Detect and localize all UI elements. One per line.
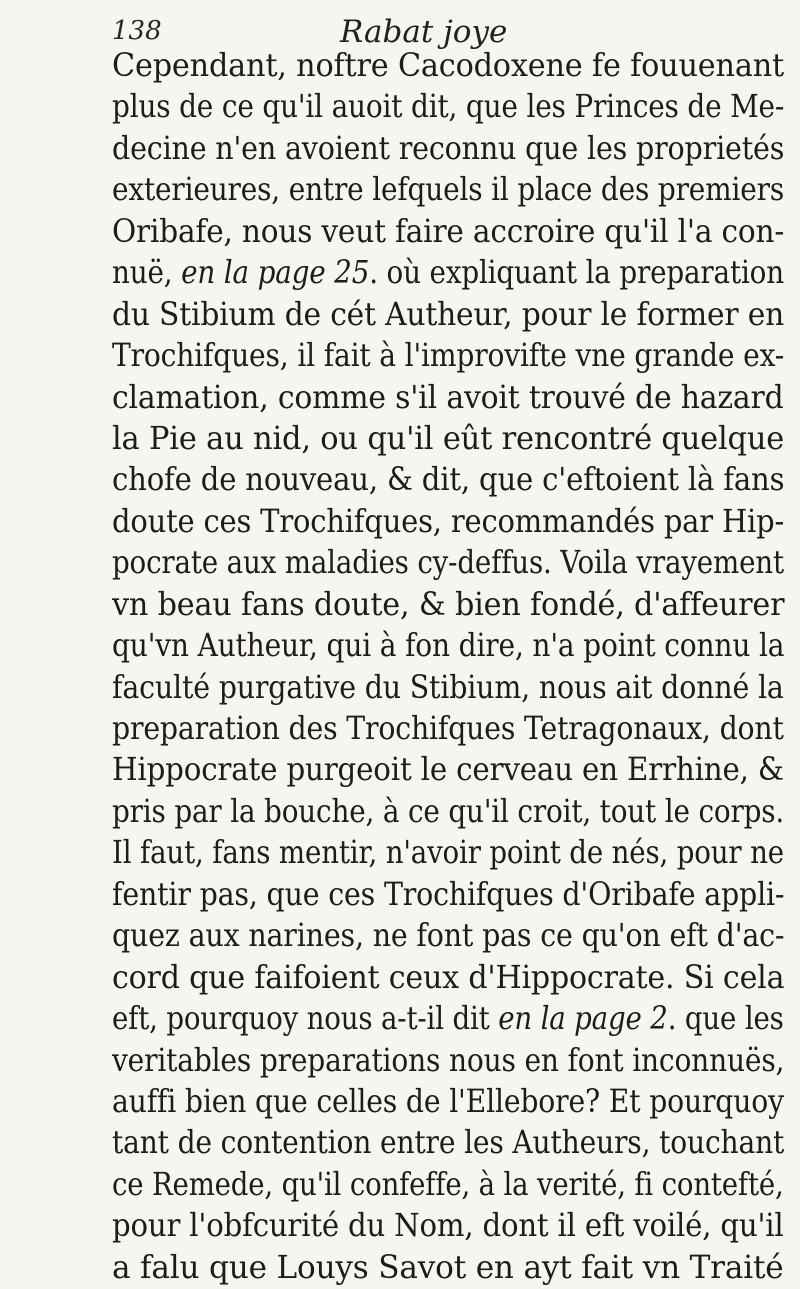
- text-line: auffi bien que celles de l'Ellebore? Et pourquoy: [112, 1083, 784, 1120]
- text-line: pocrate aux maladies cy-deffus. Voila vrayement: [112, 545, 784, 582]
- text-line: la Pie au nid, ou qu'il eût rencontré quelque: [112, 420, 785, 457]
- text-line: doute ces Trochifques, recommandés par Hip-: [112, 503, 785, 540]
- text-line: chofe de nouveau, & dit, que c'eftoient là fans: [112, 462, 785, 499]
- text-line: preparation des Trochifques Tetragonaux, dont: [112, 711, 784, 747]
- text-line: pris par la bouche, à ce qu'il croit, tout le corps.: [112, 793, 785, 830]
- text-line: quez aux narines, ne font pas ce qu'on eft d'ac-: [112, 918, 785, 955]
- body-text: [112, 46, 784, 1289]
- text-line: vn beau fans doute, & bien fondé, d'affeurer: [112, 586, 785, 623]
- text-line: Il faut, fans mentir, n'avoir point de nés, pour ne: [112, 835, 784, 872]
- text-line: a falu que Louys Savot en ayt fait vn Traité: [112, 1249, 784, 1286]
- text-line: fentir pas, que ces Trochifques d'Oribafe appli-: [112, 876, 785, 913]
- text-line: plus de ce qu'il auoit dit, que les Princes de Me-: [112, 89, 785, 126]
- text-line: ce Remede, qu'il confeffe, à la verité, fi contefté,: [112, 1166, 784, 1203]
- text-line: du Stibium de cét Autheur, pour le former en: [112, 296, 785, 333]
- text-line: cord que faifoient ceux d'Hippocrate. Si cela: [112, 959, 785, 996]
- page-number: 138: [112, 16, 162, 46]
- text-line: Hippocrate purgeoit le cerveau en Errhine, &: [112, 752, 784, 789]
- text-line: veritables preparations nous en font inconnuës,: [112, 1042, 785, 1079]
- text-line: faculté purgative du Stibium, nous ait donné la: [112, 669, 784, 706]
- text-line: nuë, en la page 25. où expliquant la preparation: [112, 255, 784, 292]
- text-line: eft, pourquoy nous a-t-il dit en la page 2. que les: [112, 1001, 784, 1038]
- running-title: Rabat joye: [340, 14, 508, 50]
- text-line: clamation, comme s'il avoit trouvé de hazard: [112, 379, 784, 416]
- text-line: Trochifques, il fait à l'improvifte vne grande ex-: [112, 338, 785, 375]
- text-line: Oribafe, nous veut faire accroire qu'il l'a con-: [112, 213, 785, 250]
- text-line: decine n'en avoient reconnu que les proprietés: [112, 130, 785, 167]
- text-line: tant de contention entre les Autheurs, touchant: [112, 1125, 785, 1162]
- text-line: qu'vn Autheur, qui à fon dire, n'a point connu la: [112, 628, 785, 665]
- text-line: exterieures, entre lefquels il place des premiers: [112, 172, 785, 209]
- text-line: Cependant, noftre Cacodoxene fe fouuenant: [112, 48, 784, 84]
- text-line: pour l'obfcurité du Nom, dont il eft voilé, qu'il: [112, 1208, 784, 1245]
